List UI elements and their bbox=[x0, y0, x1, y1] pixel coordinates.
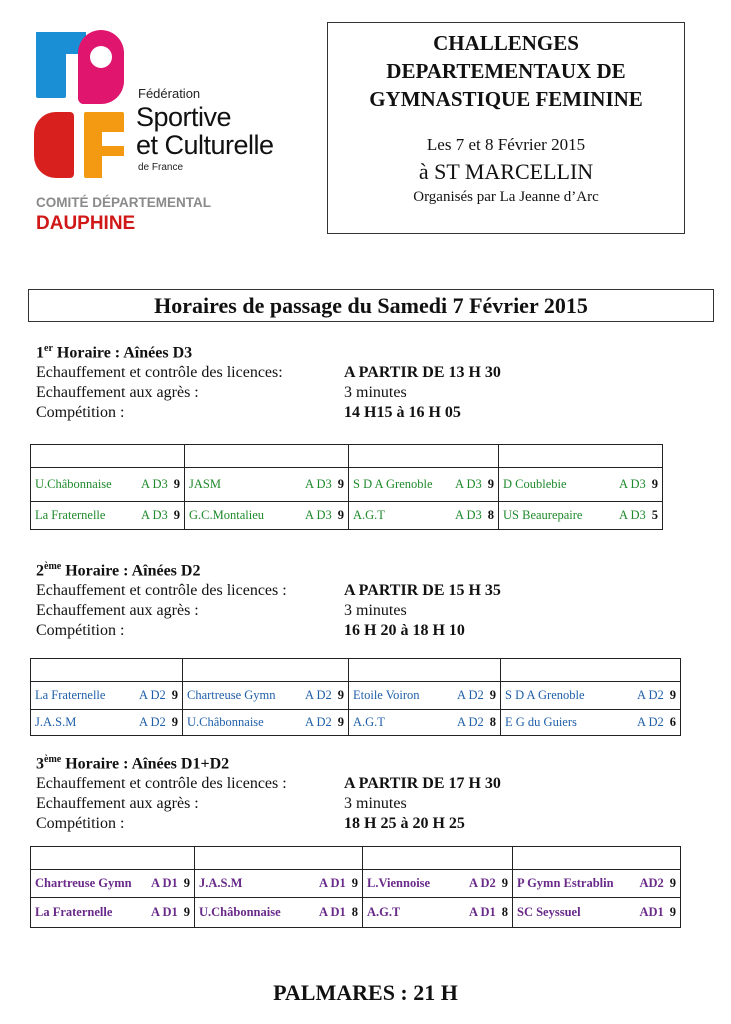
section-3-licences: A PARTIR DE 17 H 30 bbox=[344, 775, 501, 792]
logo-dauphine: DAUPHINE bbox=[36, 213, 136, 234]
team-name: A.G.T bbox=[353, 715, 385, 729]
team-level: A D2 bbox=[637, 715, 664, 729]
section-2-heading: Horaire : Aînées D2 bbox=[65, 562, 201, 580]
team-name: A.G.T bbox=[353, 508, 385, 522]
team-name: E G du Guiers bbox=[505, 715, 577, 729]
team-level: A D3 bbox=[141, 508, 168, 522]
team-cell bbox=[349, 682, 501, 710]
team-count: 9 bbox=[651, 477, 658, 491]
team-cell bbox=[183, 682, 349, 710]
team-cell bbox=[185, 502, 349, 530]
team-name: G.C.Montalieu bbox=[189, 508, 264, 522]
section-1-table bbox=[30, 444, 663, 530]
event-title-1: CHALLENGES bbox=[433, 31, 579, 55]
team-count: 9 bbox=[337, 477, 344, 491]
section-3-label-licences: Echauffement et contrôle des licences : bbox=[36, 775, 287, 792]
team-name: Chartreuse Gymn bbox=[35, 876, 132, 890]
team-level: A D2 bbox=[139, 688, 166, 702]
team-level: A D2 bbox=[139, 715, 166, 729]
team-level: A D2 bbox=[305, 688, 332, 702]
team-name: J.A.S.M bbox=[199, 876, 243, 890]
table-row bbox=[31, 870, 681, 898]
team-level: A D2 bbox=[457, 715, 484, 729]
logo-culturelle: et Culturelle bbox=[136, 130, 274, 160]
team-cell bbox=[499, 468, 663, 502]
team-level: A D3 bbox=[141, 477, 168, 491]
team-level: AD1 bbox=[639, 905, 664, 919]
team-name: S D A Grenoble bbox=[353, 477, 433, 491]
section-2-label-licences: Echauffement et contrôle des licences : bbox=[36, 582, 287, 599]
team-count: 9 bbox=[173, 508, 180, 522]
event-date: Les 7 et 8 Février 2015 bbox=[426, 135, 586, 154]
logo-sportive: Sportive bbox=[136, 102, 232, 132]
team-count: 8 bbox=[487, 508, 494, 522]
team-count: 9 bbox=[489, 688, 496, 702]
team-name: U.Châbonnaise bbox=[187, 715, 264, 729]
team-count: 9 bbox=[171, 715, 178, 729]
event-title-3: GYMNASTIQUE FEMININE bbox=[369, 87, 643, 111]
team-name: A.G.T bbox=[367, 905, 401, 919]
team-cell bbox=[501, 710, 681, 736]
table-row bbox=[31, 710, 681, 736]
team-name: La Fraternelle bbox=[35, 905, 113, 919]
logo-federation: Fédération bbox=[138, 86, 201, 101]
logo-comite: COMITÉ DÉPARTEMENTAL bbox=[36, 195, 211, 210]
team-level: A D3 bbox=[619, 508, 646, 522]
section-2-label-agres: Echauffement aux agrès : bbox=[36, 602, 199, 619]
palmares: PALMARES : 21 H bbox=[273, 980, 458, 1005]
team-level: A D3 bbox=[619, 477, 646, 491]
logo-pink-hole bbox=[90, 46, 112, 68]
event-header-box bbox=[327, 22, 685, 234]
team-count: 9 bbox=[183, 905, 190, 919]
section-3-agres: 3 minutes bbox=[344, 795, 407, 812]
team-cell bbox=[185, 468, 349, 502]
team-cell bbox=[31, 468, 185, 502]
section-1-ordinal: 1 bbox=[36, 344, 44, 362]
section-3-table bbox=[30, 846, 681, 928]
section-1-sup: er bbox=[44, 343, 53, 354]
team-level: A D1 bbox=[319, 905, 346, 919]
team-name: P Gymn Estrablin bbox=[517, 876, 614, 890]
table-row bbox=[31, 898, 681, 928]
event-place: à ST MARCELLIN bbox=[418, 159, 594, 184]
team-cell bbox=[31, 898, 195, 928]
team-name: La Fraternelle bbox=[35, 688, 106, 702]
team-level: A D3 bbox=[455, 477, 482, 491]
team-cell bbox=[31, 502, 185, 530]
section-1-agres: 3 minutes bbox=[344, 384, 407, 401]
team-name: JASM bbox=[189, 477, 221, 491]
team-cell bbox=[501, 682, 681, 710]
team-count: 9 bbox=[183, 876, 190, 890]
table-row bbox=[31, 502, 663, 530]
section-1-label-competition: Compétition : bbox=[36, 404, 125, 421]
team-level: A D1 bbox=[151, 876, 178, 890]
section-1-licences: A PARTIR DE 13 H 30 bbox=[344, 364, 501, 381]
team-count: 9 bbox=[351, 876, 358, 890]
team-cell bbox=[349, 502, 499, 530]
team-count: 6 bbox=[669, 715, 676, 729]
table-header-row bbox=[31, 445, 663, 468]
team-cell bbox=[513, 898, 681, 928]
team-cell bbox=[31, 682, 183, 710]
team-level: A D3 bbox=[305, 508, 332, 522]
team-count: 9 bbox=[669, 688, 676, 702]
team-name: D Coublebie bbox=[503, 477, 567, 491]
table-header-row bbox=[31, 847, 681, 870]
team-name: S D A Grenoble bbox=[505, 688, 585, 702]
team-level: A D2 bbox=[457, 688, 484, 702]
team-level: AD2 bbox=[639, 876, 664, 890]
team-name: Chartreuse Gymn bbox=[187, 688, 276, 702]
section-2-agres: 3 minutes bbox=[344, 602, 407, 619]
fscf-logo bbox=[34, 28, 304, 243]
team-cell bbox=[195, 898, 363, 928]
section-2-ordinal: 2 bbox=[36, 562, 44, 580]
team-count: 8 bbox=[351, 905, 358, 919]
team-count: 9 bbox=[337, 715, 344, 729]
team-name: SC Seyssuel bbox=[517, 905, 581, 919]
team-count: 8 bbox=[489, 715, 496, 729]
section-1-competition: 14 H15 à 16 H 05 bbox=[344, 404, 461, 421]
section-2-licences: A PARTIR DE 15 H 35 bbox=[344, 582, 501, 599]
team-cell bbox=[31, 870, 195, 898]
logo-orange-notch-2 bbox=[102, 156, 124, 178]
team-cell bbox=[363, 870, 513, 898]
team-name: U.Châbonnaise bbox=[35, 477, 112, 491]
team-name: L.Viennoise bbox=[367, 876, 431, 890]
team-name: Etoile Voiron bbox=[353, 688, 420, 702]
section-3-label-agres: Echauffement aux agrès : bbox=[36, 795, 199, 812]
team-count: 9 bbox=[337, 688, 344, 702]
team-count: 9 bbox=[501, 876, 508, 890]
team-name: J.A.S.M bbox=[35, 715, 77, 729]
section-1-title bbox=[36, 343, 192, 362]
team-cell bbox=[499, 502, 663, 530]
team-count: 9 bbox=[487, 477, 494, 491]
section-1-label-licences: Echauffement et contrôle des licences: bbox=[36, 364, 283, 381]
event-organizer: Organisés par La Jeanne d’Arc bbox=[413, 189, 599, 205]
team-name: US Beaurepaire bbox=[503, 508, 583, 522]
team-count: 9 bbox=[337, 508, 344, 522]
team-level: A D3 bbox=[455, 508, 482, 522]
team-level: A D2 bbox=[469, 876, 496, 890]
section-2-sup: ème bbox=[44, 561, 62, 572]
team-level: A D3 bbox=[305, 477, 332, 491]
table-header-row bbox=[31, 659, 681, 682]
team-level: A D1 bbox=[469, 905, 496, 919]
section-3-competition: 18 H 25 à 20 H 25 bbox=[344, 815, 465, 832]
team-count: 9 bbox=[669, 905, 676, 919]
page-title: Horaires de passage du Samedi 7 Février 2015 bbox=[28, 289, 714, 322]
section-3-label-competition: Compétition : bbox=[36, 815, 125, 832]
team-count: 5 bbox=[651, 508, 658, 522]
section-2-competition: 16 H 20 à 18 H 10 bbox=[344, 622, 465, 639]
team-cell bbox=[349, 710, 501, 736]
section-3-title bbox=[36, 754, 229, 773]
team-count: 8 bbox=[501, 905, 508, 919]
team-cell bbox=[195, 870, 363, 898]
team-cell bbox=[183, 710, 349, 736]
logo-france: de France bbox=[138, 162, 184, 173]
team-name: La Fraternelle bbox=[35, 508, 106, 522]
team-name: U.Châbonnaise bbox=[199, 905, 281, 919]
section-2-title bbox=[36, 561, 200, 580]
team-level: A D1 bbox=[151, 905, 178, 919]
team-level: A D1 bbox=[319, 876, 346, 890]
section-2-table bbox=[30, 658, 681, 736]
logo-red-shape bbox=[34, 112, 74, 178]
team-count: 9 bbox=[171, 688, 178, 702]
team-cell bbox=[513, 870, 681, 898]
table-row bbox=[31, 682, 681, 710]
section-3-ordinal: 3 bbox=[36, 755, 44, 773]
team-level: A D2 bbox=[637, 688, 664, 702]
section-3-sup: ème bbox=[44, 754, 62, 765]
team-level: A D2 bbox=[305, 715, 332, 729]
team-cell bbox=[31, 710, 183, 736]
section-1-label-agres: Echauffement aux agrès : bbox=[36, 384, 199, 401]
team-cell bbox=[349, 468, 499, 502]
event-title-2: DEPARTEMENTAUX DE bbox=[386, 59, 626, 83]
logo-orange-notch bbox=[102, 132, 124, 146]
team-count: 9 bbox=[173, 477, 180, 491]
section-2-label-competition: Compétition : bbox=[36, 622, 125, 639]
section-3-heading: Horaire : Aînées D1+D2 bbox=[65, 755, 230, 773]
team-cell bbox=[363, 898, 513, 928]
table-row bbox=[31, 468, 663, 502]
team-count: 9 bbox=[669, 876, 676, 890]
section-1-heading: Horaire : Aînées D3 bbox=[56, 344, 193, 362]
